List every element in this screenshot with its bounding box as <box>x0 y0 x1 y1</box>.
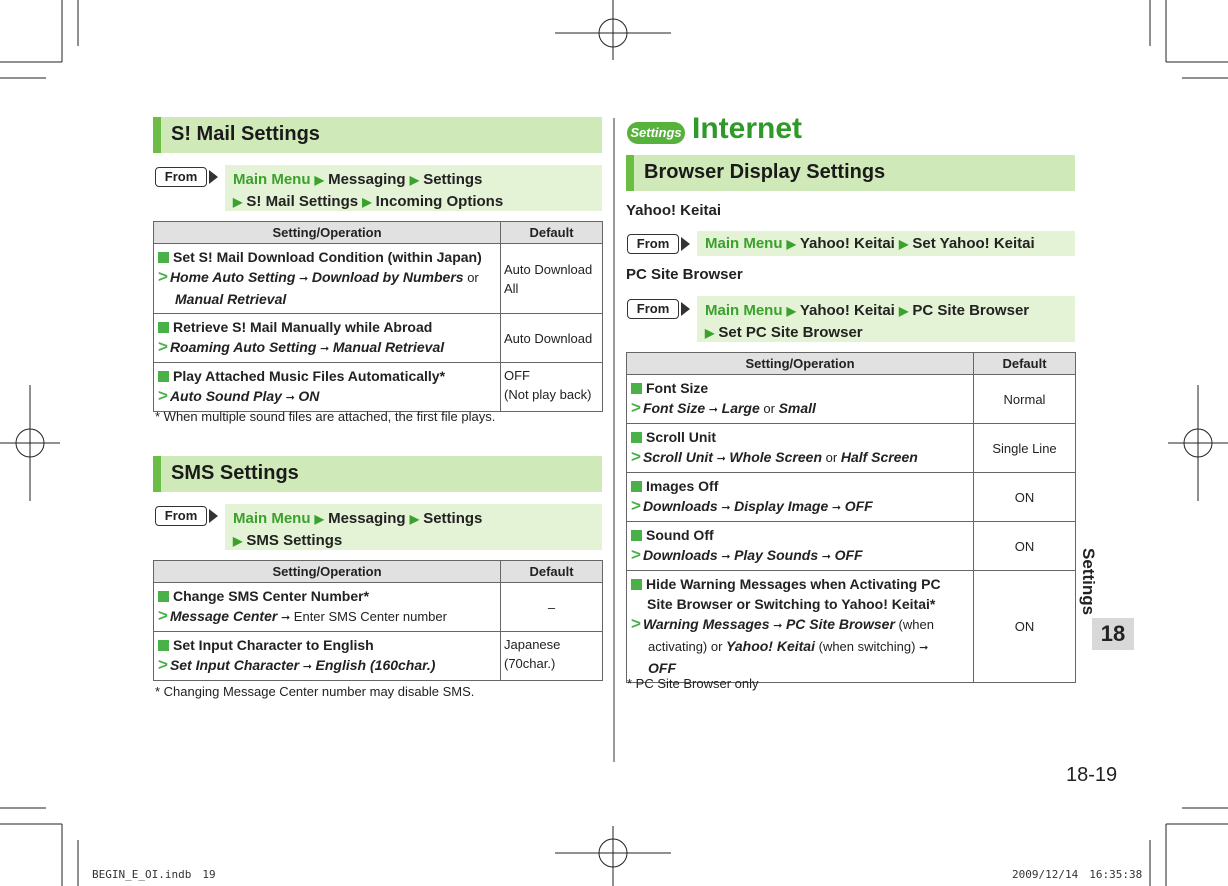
sms-settings-table: Setting/Operation Default Change SMS Center Number* > Message Center ➞ Enter SMS Center number – Set Input Character to English > Set Input Character ➞ English (160char.) Japanese (70char.) <box>153 560 603 681</box>
table-row: Change SMS Center Number* > Message Center ➞ Enter SMS Center number – <box>154 583 603 632</box>
table-row: Set S! Mail Download Condition (within Japan) > Home Auto Setting ➞ Download by Numbers or Manual Retrieval Auto Download All <box>154 244 603 314</box>
browser-section-title: Browser Display Settings <box>644 161 886 183</box>
page-number: 18-19 <box>1066 764 1118 786</box>
smail-settings-table: Setting/Operation Default Set S! Mail Download Condition (within Japan) > Home Auto Setting ➞ Download by Numbers or Manual Retrieval Auto Download All Retrieve S! Mail Manually while Abroad > Roaming Auto Setting ➞ Manual Retrieval Auto Download Play Attached Music Files Automatically* > Auto Sound Play ➞ ON OFF (Not play back) <box>153 221 603 412</box>
table-row: Scroll Unit > Scroll Unit ➞ Whole Screen or Half Screen Single Line <box>627 424 1076 473</box>
table-row: Images Off > Downloads ➞ Display Image ➞ OFF ON <box>627 473 1076 522</box>
chapter-number-tab: 18 <box>1092 618 1134 650</box>
side-tab-label: Settings <box>1079 548 1098 616</box>
page-title: Internet <box>692 112 803 145</box>
browser-settings-table: Setting/Operation Default Font Size > Font Size ➞ Large or Small Normal Scroll Unit > Scroll Unit ➞ Whole Screen or Half Screen Single Line Images Off > Downloads ➞ Display Image ➞ OFF ON Sound Off > Downloads ➞ Play Sounds ➞ OFF ON Hide Warning Messages when Activating PC Site Browser or Switching to Yahoo! Keitai* > Warning Messages ➞ PC Site Browser (when activating) or Yahoo! Keitai (when switching) ➞ OFF ON <box>626 352 1076 683</box>
table-row: Sound Off > Downloads ➞ Play Sounds ➞ OFF ON <box>627 522 1076 571</box>
footer-timestamp: 2009/12/14 16:35:38 <box>1012 868 1143 881</box>
sms-section-title: SMS Settings <box>171 462 299 484</box>
smail-menu-path: Main Menu ▶ Messaging ▶ Settings ▶ S! Mail Settings ▶ Incoming Options <box>225 165 602 211</box>
footer-file: BEGIN_E_OI.indb 19 <box>92 868 216 881</box>
yahoo-menu-path: Main Menu ▶ Yahoo! Keitai ▶ Set Yahoo! Keitai <box>697 231 1075 256</box>
sms-section-header <box>153 456 602 492</box>
pcsite-subheading: PC Site Browser <box>626 266 743 283</box>
browser-section-header <box>626 155 1075 191</box>
table-row: Play Attached Music Files Automatically* > Auto Sound Play ➞ ON OFF (Not play back) <box>154 363 603 412</box>
table-row: Font Size > Font Size ➞ Large or Small Normal <box>627 375 1076 424</box>
smail-footnote: * When multiple sound files are attached, the first file plays. <box>155 409 496 424</box>
table-row: Retrieve S! Mail Manually while Abroad > Roaming Auto Setting ➞ Manual Retrieval Auto Download <box>154 314 603 363</box>
browser-footnote: * PC Site Browser only <box>627 676 759 691</box>
sms-footnote: * Changing Message Center number may disable SMS. <box>155 684 475 699</box>
smail-section-title: S! Mail Settings <box>171 123 320 145</box>
pcsite-menu-path: Main Menu ▶ Yahoo! Keitai ▶ PC Site Browser ▶ Set PC Site Browser <box>697 296 1075 342</box>
settings-badge: Settings <box>627 122 685 144</box>
table-row: Hide Warning Messages when Activating PC Site Browser or Switching to Yahoo! Keitai* > Warning Messages ➞ PC Site Browser (when activating) or Yahoo! Keitai (when switching) ➞ OFF ON <box>627 571 1076 683</box>
table-row: Set Input Character to English > Set Input Character ➞ English (160char.) Japanese (70char.) <box>154 632 603 681</box>
smail-section-header <box>153 117 602 153</box>
yahoo-subheading: Yahoo! Keitai <box>626 202 722 219</box>
sms-menu-path: Main Menu ▶ Messaging ▶ Settings ▶ SMS Settings <box>225 504 602 550</box>
